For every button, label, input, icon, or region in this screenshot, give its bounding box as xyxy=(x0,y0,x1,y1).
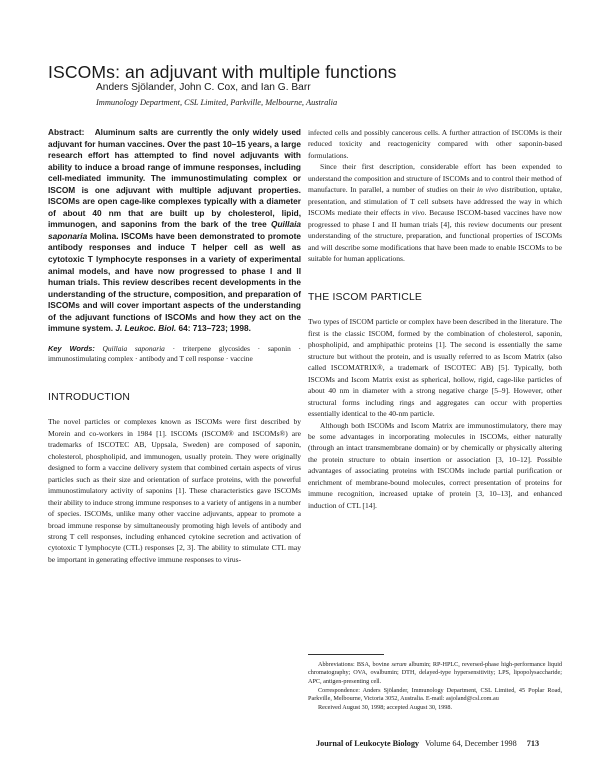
journal-volume: Volume 64, December 1998 xyxy=(425,739,517,748)
introduction-body xyxy=(48,416,301,565)
abstract xyxy=(48,127,301,335)
intro-p2-text-c: . Because ISCOM-based vaccines have now progressed to phase I and II human trials [4], this review documents our present understanding of the structure, preparation, and functional properties of ISCOMs and will describe some modifications that have been made to enable ISCOMs to be suitable for human applications. xyxy=(308,208,562,263)
keywords-species: Quillaia saponaria xyxy=(102,343,165,353)
left-column xyxy=(48,127,301,565)
journal-footer xyxy=(316,739,539,748)
footnotes xyxy=(308,654,562,714)
intro-p2-text-a: Since their first description, considerable effort has been expended to understand the composition and structure of ISCOMs and to control their method of manufacture. In parallel, a number of studies on their xyxy=(308,162,562,195)
abbreviations-italic: serum xyxy=(391,661,407,668)
article-title: ISCOMs: an adjuvant with multiple functions xyxy=(48,61,397,82)
keywords-label: Key Words: xyxy=(48,343,95,353)
intro-paragraph-2 xyxy=(308,161,562,264)
abstract-species: Quillaia saponaria xyxy=(48,219,301,241)
footnote-rule xyxy=(308,654,384,655)
journal-name: Journal of Leukocyte Biology xyxy=(316,739,420,748)
keywords xyxy=(48,344,301,365)
iscom-particle-body xyxy=(308,316,562,511)
intro-p2-italic-2: in vivo xyxy=(403,208,425,218)
intro-p2-italic-1: in vivo xyxy=(477,185,499,195)
footnote-abbreviations xyxy=(308,661,562,686)
abbreviations-text-a: Abbreviations: BSA, bovine xyxy=(318,661,390,668)
introduction-paragraph: The novel particles or complexes known as ISCOMs were first described by Morein and co-workers in 1984 [1]. ISCOMs (ISCOM® and ISCOMs®) are trademarks of ISCOTEC AB, Uppsala, Sweden) are composed of saponin, cholesterol, phospholipid, and immunogen, usually protein. They were originally designed to form a vaccine delivery system that combined certain aspects of virus particles such as their size and orientation of surface proteins, with the powerful immunostimulatory activity of saponins [1]. These characteristics gave ISCOMs their ability to induce strong immune responses to a variety of antigens in a number of species. ISCOMs, unlike many other vaccine adjuvants, appear to promote a broad immune response by simultaneously promoting high levels of antibody and strong T cell responses, including enhanced cytokine secretion and activation of cytotoxic T lymphocyte (CTL) responses [2, 3]. The ability to stimulate CTL may be important in generating effective immune responses to virus- xyxy=(48,417,301,564)
right-intro-body xyxy=(308,127,562,264)
iscom-paragraph-2: Although both ISCOMs and Iscom Matrix are immunostimulatory, there may be some advantages in incorporating molecules in ISCOMs, either naturally (through an intact transmembrane domain) or by chemically or physically altering the protein structure to obtain insertion or association [3, 10–12]. Possible advantages of associating proteins with ISCOMs include partial purification or enrichment of membrane-bound molecules, correct presentation of proteins for immune recognition, increased uptake of protein [3, 10–13], and enhanced induction of CTL [14]. xyxy=(308,420,562,510)
affiliation: Immunology Department, CSL Limited, Parkville, Melbourne, Australia xyxy=(96,98,338,107)
abstract-text-2: Molina. ISCOMs have been demonstrated to promote antibody responses and induce T helper cell as well as cytotoxic T lymphocyte responses in a variety of experimental animal models, and have now progressed to phase I and II human trials. This review describes recent developments in the understanding of the structure, composition, and preparation of ISCOMs and will cover important aspects of the understanding of the adjuvant functions of ISCOMs and how they act on the immune system. xyxy=(48,230,301,334)
abbreviations-text-b: albumin; RP-HPLC, reversed-phase high-performance liquid chromatography; OVA, ovalbumin; DTH, delayed-type hypersensitivity; LPS, lipopolysaccharide; APC, antigen-presenting cell. xyxy=(308,661,563,685)
abstract-text: Aluminum salts are currently the only widely used adjuvant for human vaccines. Over the past 10–15 years, a large research effort has attempted to find novel adjuvants with ability to induce a broad range of immune responses, including cell-mediated immunity. The immunostimulating complex or ISCOM is one adjuvant with multiple adjuvant properties. ISCOMs are open cage-like complexes typically with a diameter of about 40 nm that are built up by cholesterol, lipid, immunogen, and saponins from the bark of the tree xyxy=(48,127,302,230)
abstract-citation-journal: J. Leukoc. Biol. xyxy=(115,323,177,334)
abstract-citation: 64: 713–723; 1998. xyxy=(178,323,251,334)
intro-p2-text-b: distribution, uptake, presentation, and stimulation of T cell subsets have addressed the way in which ISCOMs mediate their effects xyxy=(308,185,563,218)
author-list: Anders Sjölander, John C. Cox, and Ian G. Barr xyxy=(96,82,311,93)
footnote-correspondence: Correspondence: Anders Sjölander, Immunology Department, CSL Limited, 45 Poplar Road, Parkville, Melbourne, Victoria 3052, Australia. E-mail: asjoland@csl.com.au xyxy=(308,686,562,702)
abstract-label: Abstract: xyxy=(48,127,85,137)
introduction-heading: INTRODUCTION xyxy=(48,392,131,404)
iscom-paragraph-1: Two types of ISCOM particle or complex have been described in the literature. The first is the classic ISCOM, formed by the combination of cholesterol, saponin, phospholipid, and amphipathic proteins [1]. The second is essentially the same structure but without the protein, and is usually referred to as Iscom Matrix (also called ISCOMATRIX®, a trademark of ISCOTEC AB) [5]. Typically, both ISCOMs and Iscom Matrix exist as spherical, hollow, rigid, cage-like particles of about 40 nm in diameter with a strong negative charge [5–9]. However, other structural forms including rings and aggregates can occur with properties essentially identical to the 40-nm particle. xyxy=(308,317,562,419)
footnote-received: Received August 30, 1998; accepted August 30, 1998. xyxy=(318,704,453,712)
page-number: 713 xyxy=(526,739,540,748)
intro-continued-paragraph: infected cells and possibly cancerous cells. A further attraction of ISCOMs is their reduced toxicity and reactogenicity compared with other saponin-based formulations. xyxy=(308,128,562,160)
iscom-particle-heading: THE ISCOM PARTICLE xyxy=(308,292,423,304)
right-column xyxy=(308,127,562,511)
keywords-text: · triterpene glycosides · saponin · immunostimulating complex · antibody and T cell response · vaccine xyxy=(48,343,301,364)
